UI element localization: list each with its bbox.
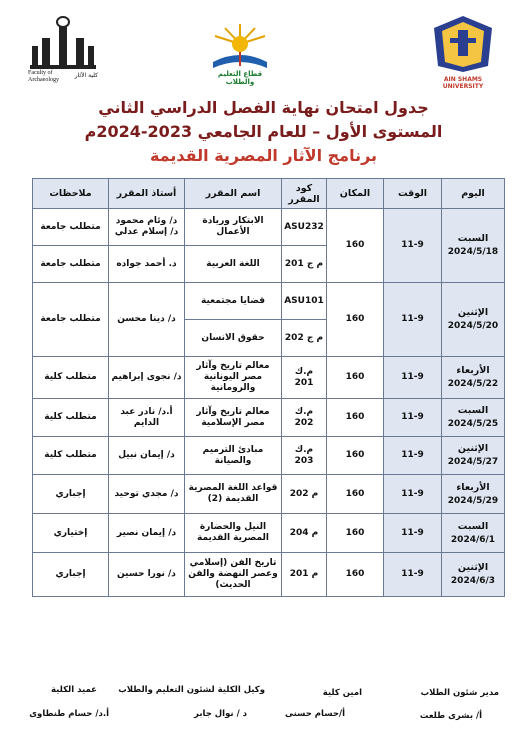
exam-schedule-table [32,178,505,597]
header-line-3: برنامج الآثار المصرية القديمة [149,146,378,165]
day-name: الإثنين [457,443,489,454]
place-cell: 160 [327,357,384,399]
professor-cell: د/ نجوى إبراهيم [109,357,185,399]
place-cell: 160 [327,553,384,597]
faculty-emblem-icon [28,14,98,70]
exam-date: 2024/5/25 [447,419,499,429]
table-row [33,209,505,246]
column-header: أستاذ المقرر [109,179,185,209]
exam-date: 2024/6/3 [450,576,496,586]
note-cell: متطلب كلية [33,437,109,475]
code-cell: م.ك 201 [282,357,327,399]
table-row [33,475,505,514]
day-cell [442,437,505,475]
professor-cell: د/ دينا محسن [109,283,185,357]
course-name-cell: قواعد اللغة المصرية القديمة (2) [185,475,282,514]
exam-date: 2024/5/29 [447,495,499,506]
code-cell: م 204 [282,514,327,553]
course-name-cell: اللغة العربية [185,246,282,283]
time-cell: 11-9 [384,209,442,283]
day-name: السبت [457,233,489,244]
note-cell: إجباري [33,553,109,597]
student-affairs-logo [205,22,275,86]
code-cell: م.ك 203 [282,437,327,475]
day-name: السبت [457,405,489,416]
signature-name: أ/حسام حسنى [284,709,345,719]
professor-cell: د. أحمد جواده [109,246,185,283]
column-header: ملاحظات [33,179,109,209]
table-header-row [33,179,505,209]
course-name-cell: النيل والحضارة المصرية القديمة [185,514,282,553]
table-row [33,437,505,475]
note-cell: متطلب جامعة [33,246,109,283]
time-cell: 11-9 [384,553,442,597]
code-cell: م.ك 202 [282,399,327,437]
signature-title: مدير شئون الطلاب [420,688,499,698]
day-cell [442,357,505,399]
course-name-cell: قضايا مجتمعية [185,283,282,320]
column-header: اسم المقرر [185,179,282,209]
code-cell: م 201 [282,553,327,597]
day-cell [442,283,505,357]
professor-cell: د/ نورا حسين [109,553,185,597]
place-cell: 160 [327,437,384,475]
place-cell: 160 [327,399,384,437]
signature-title: عميد الكلية [51,685,97,695]
day-name: الأربعاء [456,481,490,493]
day-name: الإثنين [457,307,489,318]
signature-title: وكيل الكلية لشئون التعليم والطلاب [118,685,265,695]
code-cell: م 202 [282,475,327,514]
exam-date: 2024/5/18 [447,247,499,257]
header-line-2: المستوى الأول – للعام الجامعي 2023-2024م [84,122,443,141]
code-cell: ASU232 [282,209,327,246]
university-caption: AIN SHAMS UNIVERSITY [442,76,484,90]
day-cell [442,209,505,283]
column-header: اليوم [442,179,505,209]
time-cell: 11-9 [384,399,442,437]
place-cell: 160 [327,209,384,283]
signature-name: د / نوال جابر [194,709,247,719]
code-cell: م ج 201 [282,246,327,283]
time-cell: 11-9 [384,475,442,514]
signature-title: امين كلية [322,688,362,698]
day-cell [442,553,505,597]
university-emblem-icon [428,14,498,74]
time-cell: 11-9 [384,283,442,357]
time-cell: 11-9 [384,357,442,399]
column-header: الوقت [384,179,442,209]
professor-cell: د/ وئام محمود د/ إسلام عدلي [109,209,185,246]
day-name: الإثنين [457,562,489,573]
student-affairs-caption: قطاع التعليم والطلاب [217,70,263,86]
day-cell [442,475,505,514]
table-row [33,553,505,597]
document-header [0,96,527,168]
day-cell [442,399,505,437]
table-row [33,514,505,553]
course-name-cell: معالم تاريخ وآثار مصر الإسلامية [185,399,282,437]
exam-date: 2024/6/1 [450,534,496,545]
place-cell: 160 [327,475,384,514]
day-name: الأربعاء [456,365,490,376]
column-header: كود المقرر [282,179,327,209]
course-name-cell: حقوق الانسان [185,320,282,357]
course-name-cell: معالم تاريخ وآثار مصر اليونانية والرومانية [185,357,282,399]
professor-cell: د/ إيمان نبيل [109,437,185,475]
code-cell: ASU101 [282,283,327,320]
course-name-cell: الابتكار وريادة الأعمال [185,209,282,246]
table-row [33,283,505,320]
code-cell: م ج 202 [282,320,327,357]
signature-name: أ/ بشرى طلعت [419,711,482,721]
signature-name: أ.د/ حسام طنطاوى [29,709,109,719]
time-cell: 11-9 [384,514,442,553]
faculty-caption-ar: كلية الآثار [74,72,98,79]
table-row [33,399,505,437]
faculty-logo [28,14,98,90]
exam-date: 2024/5/22 [447,379,499,389]
header-line-1: جدول امتحان نهاية الفصل الدراسي الثاني [98,98,429,117]
exam-date: 2024/5/20 [447,321,499,331]
note-cell: متطلب كلية [33,357,109,399]
course-name-cell: مبادئ الترميم والصيانة [185,437,282,475]
university-logo [428,14,498,90]
note-cell: متطلب كلية [33,399,109,437]
note-cell: إجباري [33,475,109,514]
day-cell [442,514,505,553]
professor-cell: د/ مجدي توحيد [109,475,185,514]
note-cell: متطلب جامعة [33,283,109,357]
note-cell: إختياري [33,514,109,553]
professor-cell: د/ إيمان نصير [109,514,185,553]
place-cell: 160 [327,283,384,357]
course-name-cell: تاريخ الفن (إسلامي وعصر النهضة والفن الحديث) [185,553,282,597]
note-cell: متطلب جامعة [33,209,109,246]
professor-cell: أ.د/ نادر عبد الدايم [109,399,185,437]
time-cell: 11-9 [384,437,442,475]
place-cell: 160 [327,514,384,553]
table-row [33,357,505,399]
column-header: المكان [327,179,384,209]
day-name: السبت [457,520,489,532]
faculty-caption-en: Faculty of Archaeology [28,70,59,83]
sun-book-icon [205,22,275,70]
exam-date: 2024/5/27 [447,457,499,467]
signature-footer [0,682,527,742]
